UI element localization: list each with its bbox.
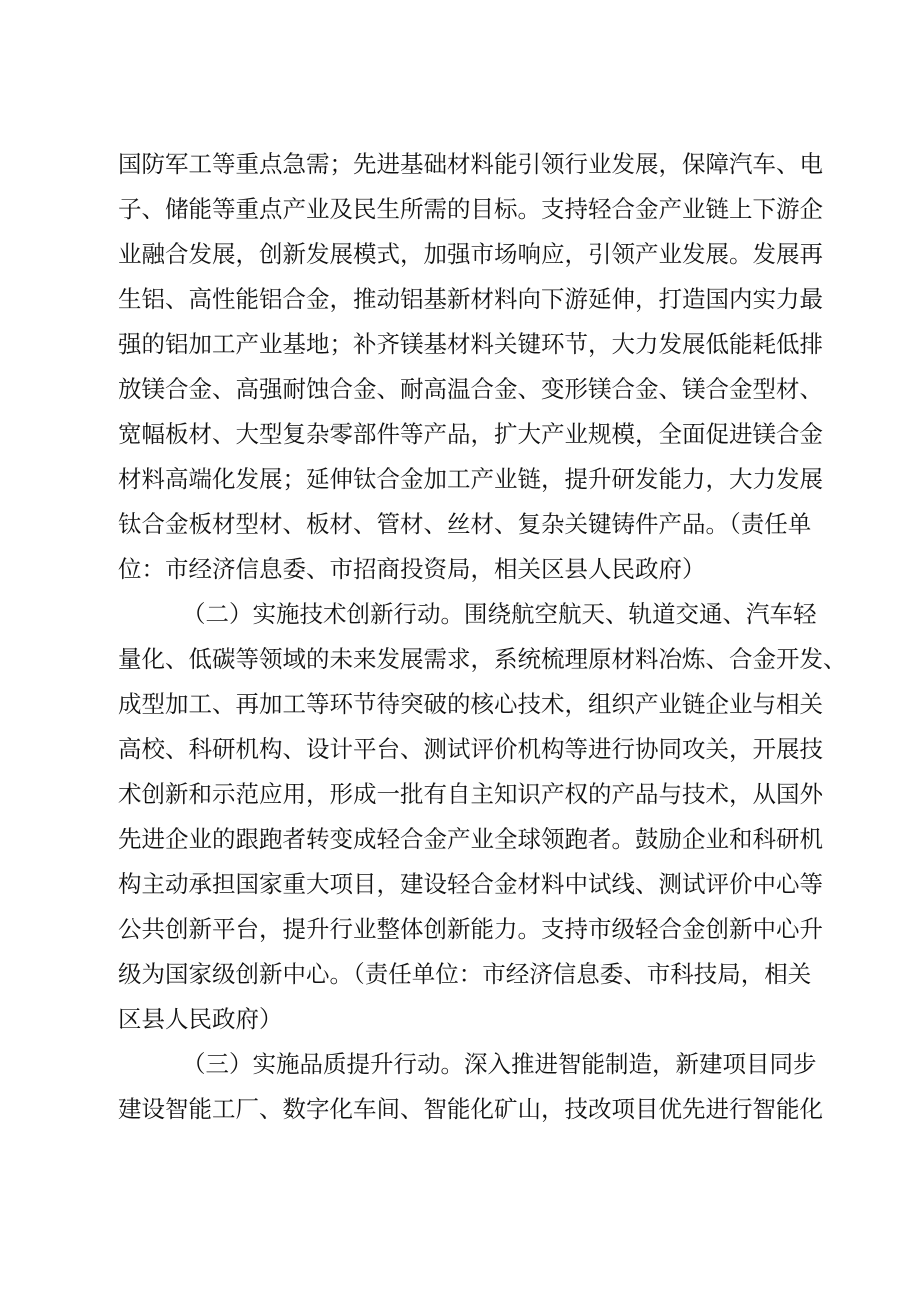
- text-line: 公共创新平台，提升行业整体创新能力。支持市级轻合金创新中心升: [118, 915, 823, 943]
- text-line: 国防军工等重点急需；先进基础材料能引领行业发展，保障汽车、电: [118, 150, 823, 178]
- text-line: 量化、低碳等领域的未来发展需求，系统梳理原材料冶炼、合金开发、: [118, 645, 847, 673]
- text-line: 子、储能等重点产业及民生所需的目标。支持轻合金产业链上下游企: [118, 195, 823, 223]
- section-heading-line: （三）实施品质提升行动。深入推进智能制造，新建项目同步: [182, 1050, 817, 1078]
- text-line: 位：市经济信息委、市招商投资局，相关区县人民政府）: [118, 555, 706, 583]
- text-line: 先进企业的跟跑者转变成轻合金产业全球领跑者。鼓励企业和科研机: [118, 825, 823, 853]
- text-line: 材料高端化发展；延伸钛合金加工产业链，提升研发能力，大力发展: [118, 465, 823, 493]
- text-line: 宽幅板材、大型复杂零部件等产品，扩大产业规模，全面促进镁合金: [118, 420, 823, 448]
- text-line: 区县人民政府）: [118, 1005, 283, 1033]
- text-line: 钛合金板材型材、板材、管材、丝材、复杂关键铸件产品。（责任单: [118, 510, 812, 538]
- section-heading-line: （二）实施技术创新行动。围绕航空航天、轨道交通、汽车轻: [182, 600, 817, 628]
- text-line: 建设智能工厂、数字化车间、智能化矿山，技改项目优先进行智能化: [118, 1095, 823, 1123]
- document-body: [118, 142, 847, 1132]
- text-line: 高校、科研机构、设计平台、测试评价机构等进行协同攻关，开展技: [118, 735, 823, 763]
- text-line: 构主动承担国家重大项目，建设轻合金材料中试线、测试评价中心等: [118, 870, 823, 898]
- text-line: 生铝、高性能铝合金，推动铝基新材料向下游延伸，打造国内实力最: [118, 285, 823, 313]
- text-line: 放镁合金、高强耐蚀合金、耐高温合金、变形镁合金、镁合金型材、: [118, 375, 823, 403]
- text-line: 成型加工、再加工等环节待突破的核心技术，组织产业链企业与相关: [118, 690, 823, 718]
- text-line: 术创新和示范应用，形成一批有自主知识产权的产品与技术，从国外: [118, 780, 823, 808]
- text-line: 级为国家级创新中心。（责任单位：市经济信息委、市科技局，相关: [118, 960, 812, 988]
- text-line: 强的铝加工产业基地；补齐镁基材料关键环节，大力发展低能耗低排: [118, 330, 823, 358]
- text-line: 业融合发展，创新发展模式，加强市场响应，引领产业发展。发展再: [118, 240, 823, 268]
